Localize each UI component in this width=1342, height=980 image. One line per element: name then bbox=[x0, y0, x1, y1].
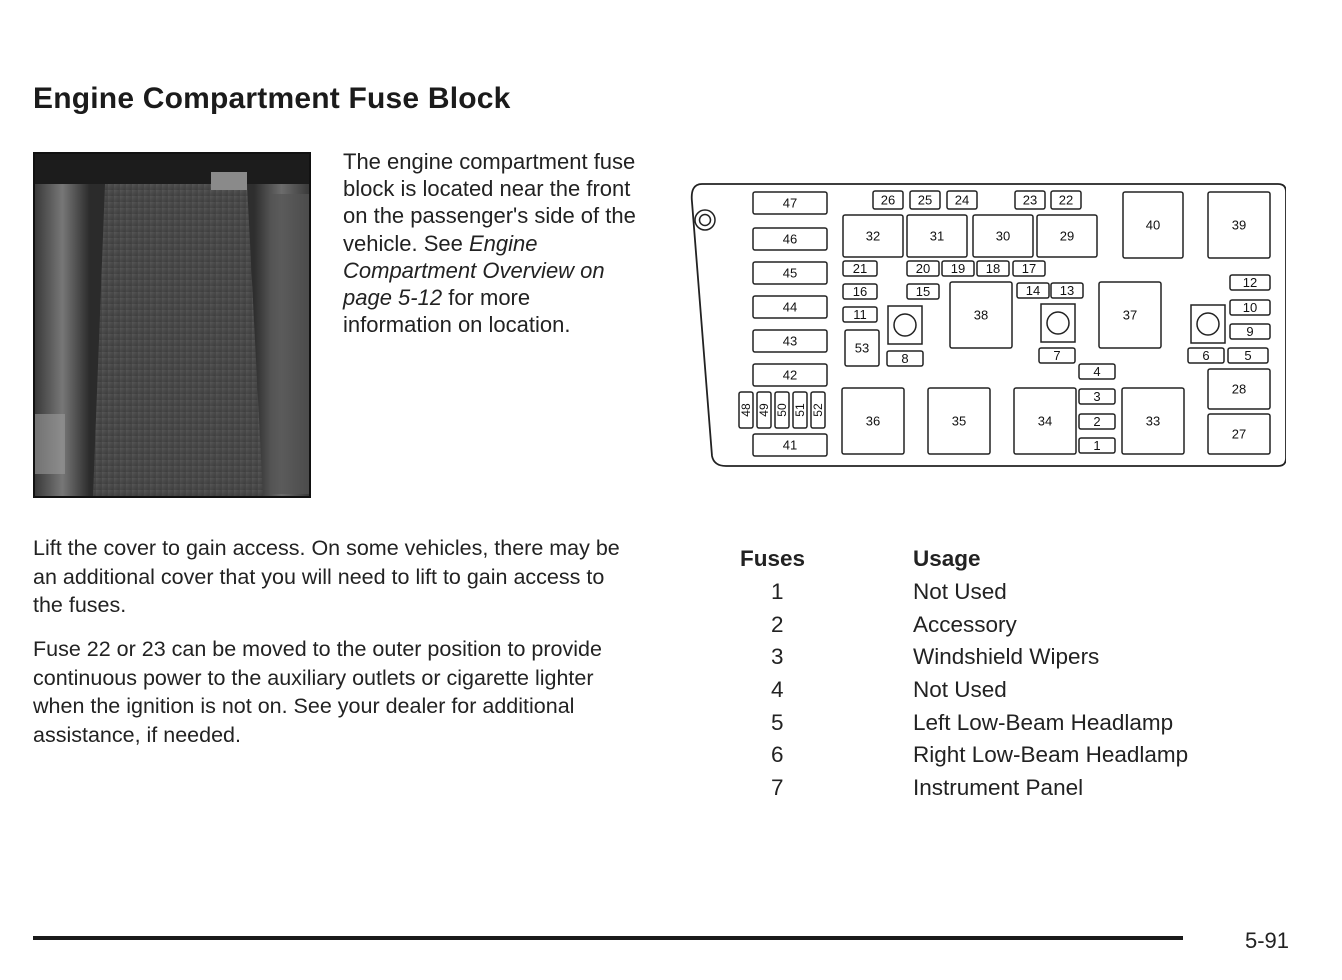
fuse-slot-label: 51 bbox=[793, 403, 807, 417]
fuse-slot-label: 19 bbox=[950, 261, 966, 276]
intro-text bbox=[343, 148, 643, 338]
fuse-slot-label: 34 bbox=[1037, 413, 1053, 429]
fuse-number: 7 bbox=[771, 774, 784, 800]
fuse-slot-label: 24 bbox=[954, 192, 970, 208]
fuse-number: 2 bbox=[771, 611, 784, 637]
table-header-row bbox=[740, 542, 1220, 576]
fuse-slot-label: 33 bbox=[1145, 413, 1161, 429]
fuse-usage: Not Used bbox=[913, 677, 1007, 703]
fuse-usage: Accessory bbox=[913, 611, 1017, 637]
table-row bbox=[740, 609, 1220, 642]
fuse-slot-label: 50 bbox=[775, 403, 789, 417]
fuse-number: 3 bbox=[771, 644, 784, 670]
fuse-slot-label: 46 bbox=[782, 231, 798, 247]
fuses-column-header: Fuses bbox=[740, 546, 806, 571]
fuse-slot-label: 48 bbox=[739, 403, 753, 417]
fuse-slot-label: 31 bbox=[929, 228, 945, 244]
fuse-slot-label: 2 bbox=[1093, 414, 1101, 429]
fuse-slot-label: 13 bbox=[1059, 283, 1075, 298]
fuse-slot-label: 29 bbox=[1059, 228, 1075, 244]
intro-text-start: The engine compartment fuse block is located near the front on the passenger's side of the vehicle. See bbox=[343, 149, 636, 256]
fuse-slot-label: 28 bbox=[1231, 381, 1247, 397]
fuse-slot-label: 41 bbox=[782, 437, 798, 453]
fuse-usage: Windshield Wipers bbox=[913, 644, 1100, 670]
fuse-slot-label: 18 bbox=[985, 261, 1001, 276]
table-row bbox=[740, 739, 1220, 772]
fuse-slot-label: 53 bbox=[854, 340, 870, 356]
intro-text-end: for more information on location. bbox=[343, 285, 571, 338]
fuse-slot-label: 16 bbox=[852, 284, 868, 299]
fuse-slot-label: 7 bbox=[1053, 348, 1061, 363]
fuse-slot-label: 14 bbox=[1025, 283, 1041, 298]
fuse-slot-label: 27 bbox=[1231, 426, 1247, 442]
fuse-slot-label: 44 bbox=[782, 299, 798, 315]
fuse-slot-label: 4 bbox=[1093, 364, 1101, 379]
table-row bbox=[740, 576, 1220, 609]
relay-socket bbox=[888, 306, 922, 344]
fuse-position-paragraph: Fuse 22 or 23 can be moved to the outer position to provide continuous power to the auxiliary outlets or cigarette lighter when the ignition is not on. See your dealer for additional assistance, if needed. bbox=[33, 637, 602, 747]
fuse-slot-label: 40 bbox=[1145, 217, 1161, 233]
table-row bbox=[740, 641, 1220, 674]
fuse-slot-label: 39 bbox=[1231, 217, 1247, 233]
fuse-slot-label: 3 bbox=[1093, 389, 1101, 404]
fuse-slot-label: 43 bbox=[782, 333, 798, 349]
fuse-usage-table bbox=[740, 542, 1220, 804]
fuse-slot-label: 10 bbox=[1242, 300, 1258, 315]
fuse-slot-label: 30 bbox=[995, 228, 1011, 244]
fuse-slot-label: 1 bbox=[1093, 438, 1101, 453]
fuse-slot-label: 45 bbox=[782, 265, 798, 281]
fuse-slot-label: 38 bbox=[973, 307, 989, 323]
fuse-number: 6 bbox=[771, 742, 784, 768]
fuse-slot-label: 6 bbox=[1202, 348, 1210, 363]
fuse-slot-label: 26 bbox=[880, 192, 896, 208]
page-heading: Engine Compartment Fuse Block bbox=[33, 82, 511, 115]
mounting-hole bbox=[695, 210, 715, 230]
fuse-slot-label: 49 bbox=[757, 403, 771, 417]
fuse-block-diagram bbox=[686, 180, 1286, 472]
page-reference-link[interactable]: Engine Compartment Overview on page 5-12 bbox=[343, 230, 605, 311]
table-row bbox=[740, 706, 1220, 739]
fuse-slot-label: 23 bbox=[1022, 192, 1038, 208]
fuse-slot-label: 37 bbox=[1122, 307, 1138, 323]
fuse-slot-label: 21 bbox=[852, 261, 868, 276]
fuse-slot-label: 32 bbox=[865, 228, 881, 244]
fuse-slot-label: 17 bbox=[1021, 261, 1037, 276]
fuse-slot-label: 12 bbox=[1242, 275, 1258, 290]
fuse-number: 5 bbox=[771, 709, 784, 735]
fuse-block-photo bbox=[33, 152, 311, 498]
table-row bbox=[740, 674, 1220, 707]
relay-socket bbox=[1041, 304, 1075, 342]
fuse-usage: Left Low-Beam Headlamp bbox=[913, 709, 1174, 735]
fuse-slot-label: 8 bbox=[901, 351, 909, 366]
fuse-usage: Instrument Panel bbox=[913, 774, 1084, 800]
fuse-slot-label: 9 bbox=[1246, 324, 1254, 339]
fuse-slot-label: 35 bbox=[951, 413, 967, 429]
usage-column-header: Usage bbox=[913, 546, 981, 571]
table-row bbox=[740, 772, 1220, 805]
fuse-slot-label: 52 bbox=[811, 403, 825, 417]
fuse-slot-label: 42 bbox=[782, 367, 798, 383]
fuse-slot-label: 36 bbox=[865, 413, 881, 429]
fuse-slot-label: 25 bbox=[917, 192, 933, 208]
fuse-slot-label: 47 bbox=[782, 195, 798, 211]
fuse-number: 1 bbox=[771, 579, 784, 605]
page-number: 5-91 bbox=[1245, 928, 1290, 953]
fuse-slot-label: 22 bbox=[1058, 192, 1074, 208]
fuse-slot-label: 5 bbox=[1244, 348, 1252, 363]
fuse-number: 4 bbox=[771, 677, 784, 703]
cover-access-paragraph: Lift the cover to gain access. On some vehicles, there may be an additional cover that you will need to lift to gain access to the fuses. bbox=[33, 536, 620, 617]
footer-rule bbox=[33, 936, 1183, 940]
mounting-hole-inner bbox=[700, 215, 711, 226]
fuse-slot-label: 11 bbox=[853, 307, 867, 322]
fuse-usage: Not Used bbox=[913, 579, 1007, 605]
relay-socket bbox=[1191, 305, 1225, 343]
fuse-slot-label: 15 bbox=[915, 284, 931, 299]
fuse-slot-label: 20 bbox=[915, 261, 931, 276]
fuse-usage: Right Low-Beam Headlamp bbox=[913, 742, 1189, 768]
